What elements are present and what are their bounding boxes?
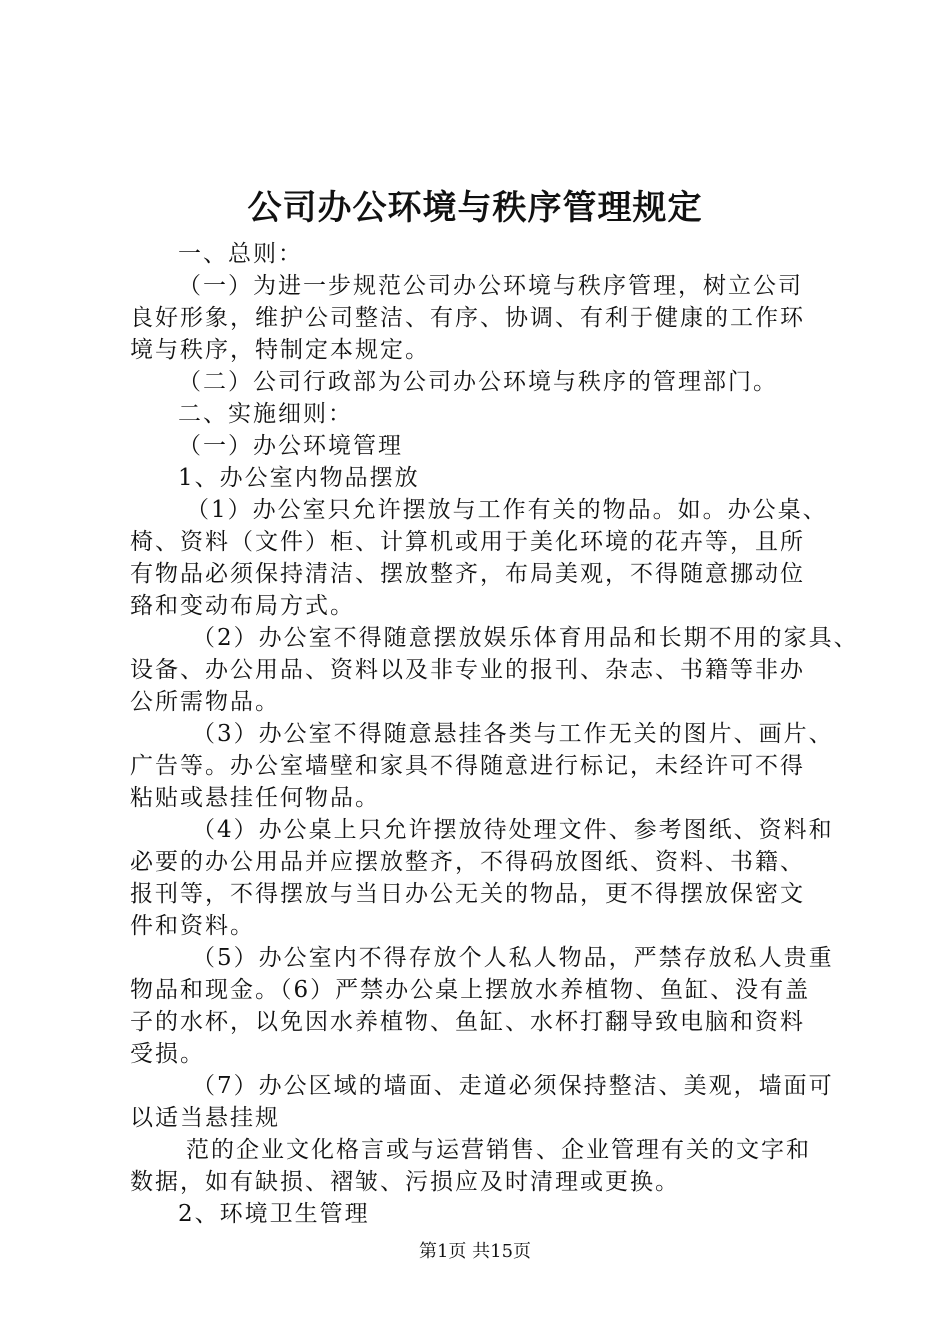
paragraph-line: （4）办公桌上只允许摆放待处理文件、参考图纸、资料和: [192, 817, 834, 843]
paragraph-line: 报刊等，不得摆放与当日办公无关的物品，更不得摆放保密文: [130, 881, 805, 907]
paragraph-line: 良好形象，维护公司整洁、有序、协调、有利于健康的工作环: [130, 305, 805, 331]
paragraph-line: 以适当悬挂规: [130, 1105, 280, 1131]
document-body: [130, 238, 859, 1230]
paragraph-line: 数据，如有缺损、褶皱、污损应及时清理或更换。: [130, 1169, 680, 1195]
subsection-heading: 1、办公室内物品摆放: [178, 465, 420, 491]
paragraph-line: 有物品必须保持清洁、摆放整齐，布局美观，不得随意挪动位: [130, 561, 805, 587]
section-heading: 一、总则：: [178, 241, 303, 267]
section-heading: 二、实施细则：: [178, 401, 353, 427]
paragraph-line: （7）办公区域的墙面、走道必须保持整洁、美观，墙面可: [192, 1073, 834, 1099]
paragraph-line: 件和资料。: [130, 913, 255, 939]
paragraph-line: 境与秩序，特制定本规定。: [130, 337, 430, 363]
paragraph-line: 公所需物品。: [130, 689, 280, 715]
paragraph-line: 物品和现金。（6）严禁办公桌上摆放水养植物、鱼缸、没有盖: [130, 977, 811, 1003]
paragraph-line: 必要的办公用品并应摆放整齐，不得码放图纸、资料、书籍、: [130, 849, 805, 875]
paragraph-line: （一）为进一步规范公司办公环境与秩序管理，树立公司: [178, 273, 803, 299]
paragraph-line: 子的水杯，以免因水养植物、鱼缸、水杯打翻导致电脑和资料: [130, 1009, 805, 1035]
paragraph-line: （2）办公室不得随意摆放娱乐体育用品和长期不用的家具、: [192, 625, 859, 651]
paragraph-line: （1）办公室只允许摆放与工作有关的物品。如。办公桌、: [186, 497, 828, 523]
paragraph-line: 广告等。办公室墙壁和家具不得随意进行标记，未经许可不得: [130, 753, 805, 779]
paragraph-line: （5）办公室内不得存放个人私人物品，严禁存放私人贵重: [192, 945, 834, 971]
page-number-footer: 第1页 共15页: [418, 1241, 532, 1262]
subsection-heading: 2、环境卫生管理: [178, 1201, 370, 1227]
paragraph-line: 范的企业文化格言或与运营销售、企业管理有关的文字和: [186, 1137, 811, 1163]
paragraph-line: 粘贴或悬挂任何物品。: [130, 785, 380, 811]
paragraph-line: 椅、资料（文件）柜、计算机或用于美化环境的花卉等，且所: [130, 529, 805, 555]
document-title: 公司办公环境与秩序管理规定: [247, 188, 703, 228]
paragraph-line: （3）办公室不得随意悬挂各类与工作无关的图片、画片、: [192, 721, 834, 747]
paragraph-line: （二）公司行政部为公司办公环境与秩序的管理部门。: [178, 369, 778, 395]
paragraph-line: 受损。: [130, 1041, 205, 1067]
paragraph-line: 臵和变动布局方式。: [130, 593, 355, 619]
paragraph-line: 设备、办公用品、资料以及非专业的报刊、杂志、书籍等非办: [130, 657, 805, 683]
subsection-heading: （一）办公环境管理: [178, 433, 403, 459]
